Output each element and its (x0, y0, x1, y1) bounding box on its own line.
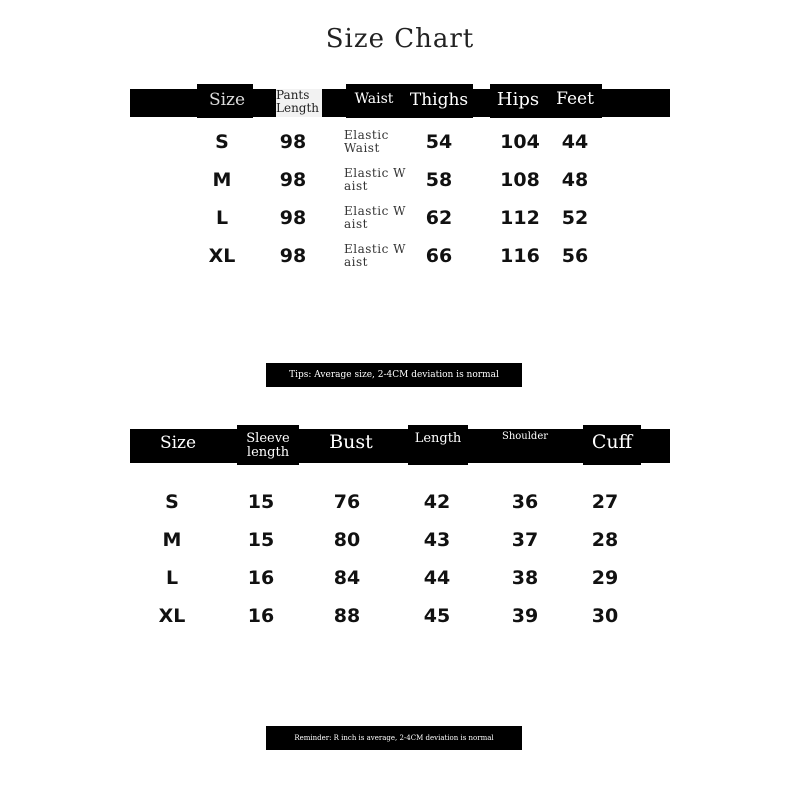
table-cell-length: 44 (423, 567, 451, 589)
page-title: Size Chart (325, 24, 475, 54)
table-cell-size: S (165, 491, 179, 513)
header-bust: Bust (329, 431, 373, 453)
table-cell-sleeve-length: 15 (247, 529, 275, 551)
table-cell-feet: 52 (561, 207, 589, 229)
table-cell-pants-length: 98 (279, 207, 307, 229)
table-cell-thighs: 66 (425, 245, 453, 267)
table-cell-hips: 112 (500, 207, 540, 229)
table-cell-waist: Elastic Waist (344, 128, 389, 156)
table-cell-size: XL (208, 245, 236, 267)
table-cell-feet: 44 (561, 131, 589, 153)
table-cell-shoulder: 38 (511, 567, 539, 589)
table-cell-cuff: 29 (591, 567, 619, 589)
header-cuff: Cuff (591, 431, 633, 453)
table-cell-size: L (165, 567, 179, 589)
table-cell-thighs: 58 (425, 169, 453, 191)
table-cell-thighs: 54 (425, 131, 453, 153)
table-cell-hips: 104 (500, 131, 540, 153)
table-cell-hips: 108 (500, 169, 540, 191)
header-hips: Hips (496, 89, 540, 110)
header-shoulder: Shoulder (501, 431, 549, 442)
header-thighs: Thighs (409, 90, 469, 110)
table-cell-bust: 80 (333, 529, 361, 551)
tip-banner-bottom: Reminder: R inch is average, 2-4CM deviation is normal (266, 726, 522, 750)
header-feet: Feet (556, 89, 594, 109)
table-cell-size: L (215, 207, 229, 229)
header-size: Size (208, 90, 246, 110)
table-cell-shoulder: 39 (511, 605, 539, 627)
table-cell-length: 43 (423, 529, 451, 551)
table-cell-waist: Elastic W aist (344, 204, 406, 232)
table-cell-hips: 116 (500, 245, 540, 267)
table-cell-bust: 76 (333, 491, 361, 513)
table-cell-length: 45 (423, 605, 451, 627)
table-cell-feet: 48 (561, 169, 589, 191)
table-cell-pants-length: 98 (279, 245, 307, 267)
table-cell-cuff: 30 (591, 605, 619, 627)
table-cell-size: M (212, 169, 232, 191)
table-cell-feet: 56 (561, 245, 589, 267)
table-cell-thighs: 62 (425, 207, 453, 229)
table-cell-waist: Elastic W aist (344, 242, 406, 270)
table-cell-sleeve-length: 15 (247, 491, 275, 513)
table-cell-pants-length: 98 (279, 169, 307, 191)
table-cell-sleeve-length: 16 (247, 605, 275, 627)
table-cell-sleeve-length: 16 (247, 567, 275, 589)
table-cell-shoulder: 36 (511, 491, 539, 513)
tip-banner-top: Tips: Average size, 2-4CM deviation is normal (266, 363, 522, 387)
header-sleeve-length: Sleeve length (246, 431, 290, 460)
table-cell-waist: Elastic W aist (344, 166, 406, 194)
table-cell-bust: 84 (333, 567, 361, 589)
table-cell-pants-length: 98 (279, 131, 307, 153)
table-cell-cuff: 28 (591, 529, 619, 551)
table-cell-length: 42 (423, 491, 451, 513)
table-cell-shoulder: 37 (511, 529, 539, 551)
table-cell-size: XL (158, 605, 186, 627)
header-size: Size (159, 433, 197, 453)
table-cell-size: S (215, 131, 229, 153)
table-cell-bust: 88 (333, 605, 361, 627)
header-pants-length: Pants Length (276, 88, 320, 115)
table-cell-cuff: 27 (591, 491, 619, 513)
header-length: Length (414, 431, 462, 446)
header-waist: Waist (354, 91, 394, 107)
table-cell-size: M (162, 529, 182, 551)
